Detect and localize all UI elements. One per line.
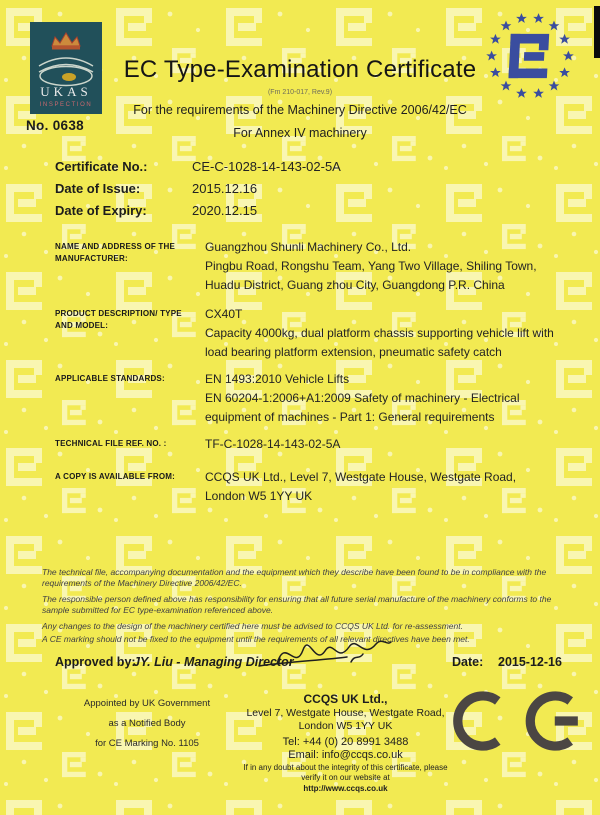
ukas-label: UKAS [40, 84, 92, 99]
notified-body-line: as a Notified Body [108, 718, 186, 729]
applicable-standards-label: APPLICABLE STANDARDS: [55, 374, 165, 383]
ccqs-website: http://www.ccqs.co.uk [303, 784, 388, 793]
date-of-issue-label: Date of Issue: [55, 181, 141, 196]
manufacturer-value: Guangzhou Shunli Machinery Co., Ltd. Pingbu Road, Rongshu Team, Yang Two Village, Shiling Town, Huadu District, Guang zhou City, Guangdong P.R. China [205, 240, 537, 292]
certificate-number-label: Certificate No.: [55, 159, 148, 174]
approver-name: JY. Liu - Managing Director [133, 655, 294, 669]
manufacturer-label: NAME AND ADDRESS OF THE MANUFACTURER: [55, 242, 176, 263]
copy-available-label: A COPY IS AVAILABLE FROM: [55, 472, 175, 481]
technical-file-label: TECHNICAL FILE REF. NO. : [55, 439, 167, 448]
product-description-label: PRODUCT DESCRIPTION/ TYPE AND MODEL: [55, 309, 182, 330]
notified-body-line: for CE Marking No. 1105 [95, 738, 199, 749]
product-description-value: CX40T Capacity 4000kg, dual platform chassis supporting vehicle lift with load bearing platform extension, pneumatic safety catch [205, 307, 554, 359]
copy-available-value: CCQS UK Ltd., Level 7, Westgate House, Westgate Road, London W5 1YY UK [205, 470, 517, 503]
legal-paragraph: Any changes to the design of the machinery certified here must be advised to CCQS UK Ltd. for re-assessment. [42, 621, 463, 631]
approval-date-label: Date: [452, 655, 484, 669]
scan-edge-bar [594, 6, 600, 58]
ce-mark-icon [448, 688, 593, 759]
ccqs-name: CCQS UK Ltd., [303, 692, 388, 706]
notified-body-block [52, 698, 242, 758]
signature [255, 620, 395, 685]
ccqs-phone: Tel: +44 (0) 20 8991 3488 [282, 736, 409, 748]
ukas-sub-label: INSPECTION [39, 102, 93, 108]
approved-by-label: Approved by: [55, 655, 136, 669]
applicable-standards-value: EN 1493:2010 Vehicle Lifts EN 60204-1:2006+A1:2009 Safety of machinery - Electrical equipment of machines - Part 1: General requirements [205, 372, 520, 424]
page-title: EC Type-Examination Certificate [123, 56, 477, 83]
approval-date-value: 2015-12-16 [498, 655, 562, 669]
legal-paragraph: The technical file, accompanying documentation and the equipment which they describe have been found to be in compliance with the requirements of the Machinery Directive 2006/42/EC. [42, 567, 547, 588]
date-of-expiry-label: Date of Expiry: [55, 203, 147, 218]
ccqs-verify-note: If in any doubt about the integrity of this certificate, please verify it on our website at [243, 763, 448, 782]
form-reference: (Fm 210-017, Rev.9) [267, 89, 333, 96]
ukas-number: No. 0638 [26, 118, 84, 133]
date-of-issue-value: 2015.12.16 [192, 181, 258, 196]
ccqs-email: Email: info@ccqs.co.uk [288, 749, 403, 761]
annex-line: For Annex IV machinery [233, 126, 367, 140]
date-of-expiry-value: 2020.12.15 [192, 203, 258, 218]
directive-line: For the requirements of the Machinery Directive 2006/42/EC [133, 103, 467, 117]
technical-file-value: TF-C-1028-14-143-02-5A [205, 437, 341, 451]
ccqs-contact-block [243, 692, 448, 793]
notified-body-line: Appointed by UK Government [83, 698, 211, 709]
ccqs-address: Level 7, Westgate House, Westgate Road, London W5 1YY UK [246, 707, 445, 732]
legal-paragraph: A CE marking should not be fixed to the equipment until the requirements of all relevant directives have been met. [42, 634, 470, 644]
legal-paragraph: The responsible person defined above has responsibility for ensuring that all future serial manufacture of the machinery conforms to the sample submitted for EC type-examination referenced above. [42, 594, 552, 615]
certificate-number-value: CE-C-1028-14-143-02-5A [192, 159, 341, 174]
